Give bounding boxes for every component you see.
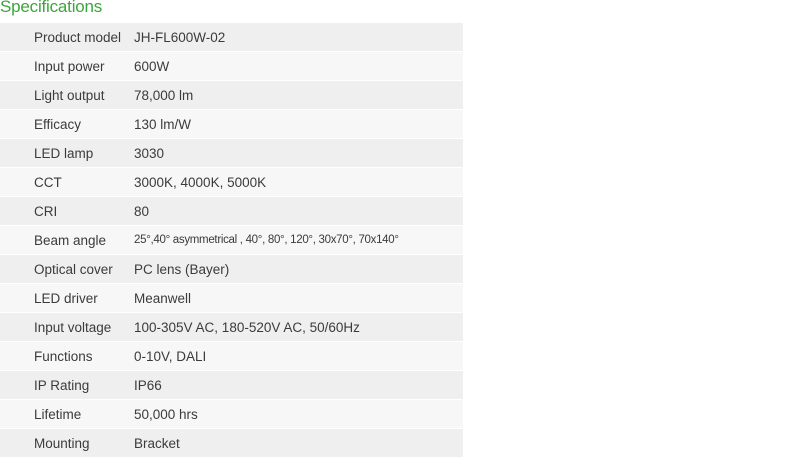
spec-value: 0-10V, DALI [134,348,207,364]
spec-value: 3030 [134,145,165,161]
spec-label: Optical cover [34,261,113,277]
table-row [0,139,463,168]
spec-label: Light output [34,87,105,103]
spec-label: Product model [34,29,122,45]
spec-value: 100-305V AC, 180-520V AC, 50/60Hz [134,319,360,335]
table-row [0,371,463,400]
table-row [0,23,463,52]
spec-label: Input voltage [34,319,112,335]
table-row [0,255,463,284]
spec-value: 78,000 lm [134,87,194,103]
spec-value: JH-FL600W-02 [134,29,226,45]
spec-label: Lifetime [34,406,82,422]
table-row [0,313,463,342]
table-row [0,197,463,226]
spec-value: 3000K, 4000K, 5000K [134,174,267,190]
spec-label: Functions [34,348,93,364]
table-row [0,226,463,255]
spec-label: CCT [34,174,62,190]
spec-value: 80 [134,203,150,219]
spec-value: 25°,40° asymmetrical , 40°, 80°, 120°, 30x70°, 70x140° [134,234,399,246]
table-row [0,81,463,110]
spec-value: IP66 [134,377,162,393]
spec-table [0,23,463,458]
spec-value: Bracket [134,435,180,451]
table-row [0,110,463,139]
spec-label: LED driver [34,290,98,306]
spec-label: IP Rating [34,377,90,393]
spec-value: 50,000 hrs [134,406,198,422]
table-row [0,284,463,313]
table-row [0,52,463,81]
spec-label: Mounting [34,435,90,451]
spec-value: Meanwell [134,290,192,306]
table-row [0,429,463,458]
spec-label: Efficacy [34,116,82,132]
table-row [0,400,463,429]
spec-label: LED lamp [34,145,94,161]
spec-label: Input power [34,58,105,74]
section-title: Specifications [0,0,103,16]
table-row [0,342,463,371]
spec-label: Beam angle [34,232,107,248]
table-row [0,168,463,197]
spec-label: CRI [34,203,58,219]
spec-value: 600W [134,58,170,74]
spec-value: PC lens (Bayer) [134,261,230,277]
spec-value: 130 lm/W [134,116,192,132]
